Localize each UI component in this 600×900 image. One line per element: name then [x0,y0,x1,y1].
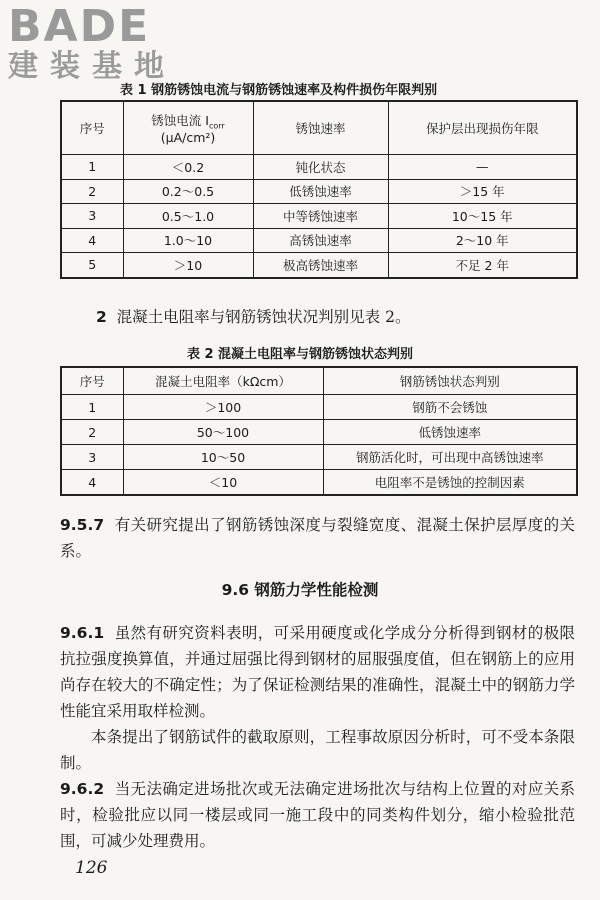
table-cell: 不足 2 年 [388,253,577,278]
table1-caption: 表 1 钢筋锈蚀电流与钢筋锈蚀速率及构件损伤年限判别 [120,83,438,98]
header-cell: 保护层出现损伤年限 [388,101,577,155]
table2-caption: 表 2 混凝土电阻率与钢筋锈蚀状态判别 [186,347,414,362]
table-cell: ＞15 年 [388,179,577,204]
resistivity-table [60,366,578,496]
table-row [61,445,577,470]
intro-paragraph [60,304,575,330]
table-row [61,228,577,253]
table-cell: 10～50 [123,445,323,470]
clause-text: 当无法确定进场批次或无法确定进场批次与结构上位置的对应关系时，检验批应以同一楼层或同一施工段中的同类构件划分，缩小检验批范围，可减少处理费用。 [60,780,575,850]
table-cell: ＜10 [123,470,323,496]
table-cell: 10～15 年 [388,204,577,229]
clause-9-6-1-note: 本条提出了钢筋试件的截取原则，工程事故原因分析时，可不受本条限制。 [60,728,575,772]
intro-text: 混凝土电阻率与钢筋锈蚀状况判别见表 2。 [116,308,411,326]
table-cell: 1 [61,395,123,420]
clause-9-5-7 [60,512,575,564]
table-row [61,395,577,420]
table-cell: ＞100 [123,395,323,420]
table-cell: 高锈蚀速率 [253,228,388,253]
clause-number: 9.5.7 [60,516,105,534]
table-cell: 低锈蚀速率 [253,179,388,204]
table-cell: 50～100 [123,420,323,445]
table-cell: 钝化状态 [253,155,388,180]
table-row [61,420,577,445]
header-cell [123,101,253,155]
table-cell: 中等锈蚀速率 [253,204,388,229]
header-cell: 锈蚀速率 [253,101,388,155]
corrosion-current-table [60,100,578,279]
table-cell: 钢筋活化时，可出现中高锈蚀速率 [323,445,577,470]
section-heading: 9.6 钢筋力学性能检测 [221,581,379,599]
table-cell: 低锈蚀速率 [323,420,577,445]
table-header-row [61,101,577,155]
bade-logo [8,1,188,84]
table-cell: ＞10 [123,253,253,278]
table-cell: 0.2～0.5 [123,179,253,204]
table-cell: 1 [61,155,123,180]
table-cell: 极高锈蚀速率 [253,253,388,278]
header-current-unit: (μA/cm²) [160,130,216,146]
clause-number: 9.6.1 [60,624,105,642]
header-cell: 序号 [61,101,123,155]
table-cell: 4 [61,228,123,253]
header-cell: 钢筋锈蚀状态判别 [323,367,577,395]
table-row [61,470,577,496]
table-row [61,253,577,278]
table-cell: 2～10 年 [388,228,577,253]
table-cell: — [388,155,577,180]
header-current-label: 锈蚀电流 I [151,112,209,128]
logo-subtitle: 建装基地 [8,49,176,84]
table-row [61,204,577,229]
table-row [61,155,577,180]
table-cell: 5 [61,253,123,278]
table-cell: 电阻率不是锈蚀的控制因素 [323,470,577,496]
table-cell: 3 [61,445,123,470]
table-cell: 1.0～10 [123,228,253,253]
clause-text: 有关研究提出了钢筋锈蚀深度与裂缝宽度、混凝土保护层厚度的关系。 [60,516,575,560]
clause-9-6-2 [60,776,575,854]
table-row [61,179,577,204]
logo-wordmark: BADE [8,1,151,52]
header-cell: 混凝土电阻率（kΩcm） [123,367,323,395]
table-header-row [61,367,577,395]
table-cell: 2 [61,420,123,445]
clause-text: 虽然有研究资料表明，可采用硬度或化学成分分析得到钢材的极限抗拉强度换算值，并通过屈强比得到钢材的屈服强度值，但在钢筋上的应用尚存在较大的不确定性；为了保证检测结果的准确性，混凝土中的钢筋力学性能宜采用取样检测。 [60,624,575,720]
page-number: 126 [75,858,108,878]
table-cell: 2 [61,179,123,204]
clause-number: 9.6.2 [60,780,105,798]
table-cell: 3 [61,204,123,229]
header-cell: 序号 [61,367,123,395]
clause-9-6-1 [60,620,575,724]
table-cell: 0.5～1.0 [123,204,253,229]
item-number: 2 [96,308,107,326]
header-current-subscript: corr [208,121,225,131]
table-cell: 钢筋不会锈蚀 [323,395,577,420]
table-cell: 4 [61,470,123,496]
table-cell: ＜0.2 [123,155,253,180]
